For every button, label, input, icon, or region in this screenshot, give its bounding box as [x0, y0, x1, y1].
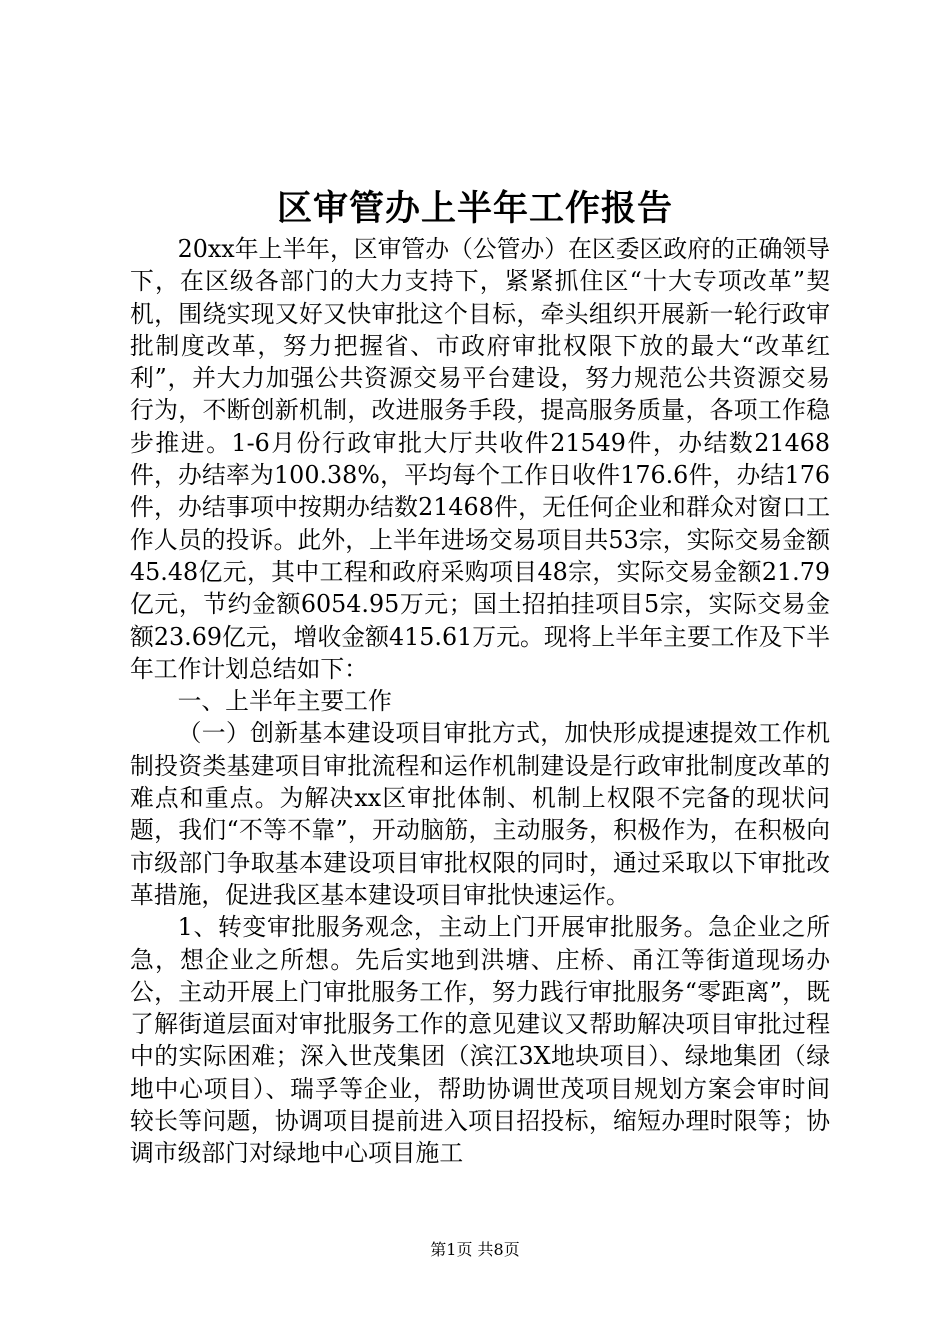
paragraph-item-1: 1、转变审批服务观念，主动上门开展审批服务。急企业之所急，想企业之所想。先后实地到洪塘、庄桥、甬江等街道现场办公，主动开展上门审批服务工作，努力践行审批服务“零距离”，既了解街道层面对审批服务工作的意见建议又帮助解决项目审批过程中的实际困难；深入世茂集团（滨江3X地块项目）、绿地集团（绿地中心项目）、瑞孚等企业，帮助协调世茂项目规划方案会审时间较长等问题，协调项目提前进入项目招投标，缩短办理时限等；协调市级部门对绿地中心项目施工 [130, 913, 830, 1168]
paragraph-intro: 20xx年上半年，区审管办（公管办）在区委区政府的正确领导下，在区级各部门的大力支持下，紧紧抓住区“十大专项改革”契机，围绕实现又好又快审批这个目标，牵头组织开展新一轮行政审批制度改革，努力把握省、市政府审批权限下放的最大“改革红利”，并大力加强公共资源交易平台建设，努力规范公共资源交易行为，不断创新机制，改进服务手段，提高服务质量，各项工作稳步推进。1-6月份行政审批大厅共收件21549件，办结数21468件，办结率为100.38%，平均每个工作日收件176.6件，办结176件，办结事项中按期办结数21468件，无任何企业和群众对窗口工作人员的投诉。此外，上半年进场交易项目共53宗，实际交易金额45.48亿元，其中工程和政府采购项目48宗，实际交易金额21.79亿元，节约金额6054.95万元；国土招拍挂项目5宗，实际交易金额23.69亿元，增收金额415.61万元。现将上半年主要工作及下半年工作计划总结如下： [130, 235, 830, 683]
subsection-heading-1: （一）创新基本建设项目审批方式，加快形成提速提效工作机制投资类基建项目审批流程和运作机制建设是行政审批制度改革的难点和重点。为解决xx区审批体制、机制上权限不完备的现状问题，我们“不等不靠”，开动脑筋，主动服务，积极作为，在积极向市级部门争取基本建设项目审批权限的同时，通过采取以下审批改革措施，促进我区基本建设项目审批快速运作。 [130, 719, 830, 909]
document-title: 区审管办上半年工作报告 [276, 188, 673, 229]
document-body [130, 233, 830, 1170]
page-footer: 第1页 共8页 [430, 1240, 520, 1259]
section-heading-1: 一、上半年主要工作 [177, 687, 392, 716]
